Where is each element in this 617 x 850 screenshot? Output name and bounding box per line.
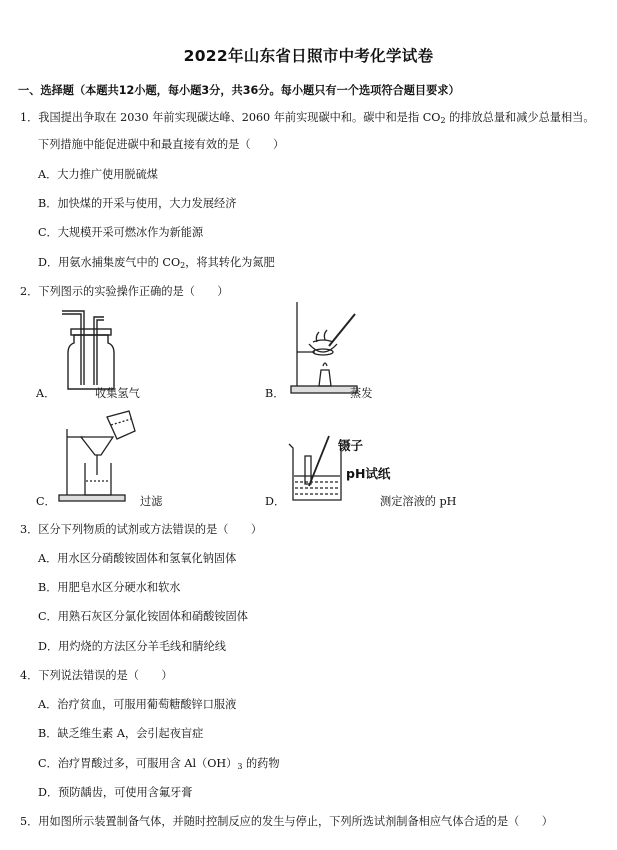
q3-option-c: C．用熟石灰区分氯化铵固体和硝酸铵固体 [38, 610, 248, 623]
section-heading: 一、选择题（本题共12小题，每小题3分，共36分。每小题只有一个选项符合题目要求） [18, 84, 460, 97]
q2-option-d-letter: D． [265, 495, 286, 508]
callout-ph-paper: pH试纸 [346, 466, 391, 481]
q4-option-c: C．治疗胃酸过多，可服用含 $Al(OH)_3$ 的药物 [38, 757, 280, 771]
q2-option-c-caption: 过滤 [140, 495, 163, 508]
q1-option-b: B．加快煤的开采与使用，大力发展经济 [38, 197, 237, 210]
q5-stem: 5．用如图所示装置制备气体，并随时控制反应的发生与停止，下列所选试剂制备相应气体合适的是（ ） [20, 815, 553, 828]
figure-ph-test [285, 430, 345, 505]
q4-option-d: D．预防龋齿，可使用含氟牙膏 [38, 786, 193, 799]
q4-option-b: B．缺乏维生素 A，会引起夜盲症 [38, 727, 204, 740]
q1-option-d: D．用氨水捕集废气中的 $CO_2$，将其转化为氮肥 [38, 256, 275, 270]
q4-option-a: A．治疗贫血，可服用葡萄糖酸锌口服液 [38, 698, 237, 711]
q2-stem: 2．下列图示的实验操作正确的是（ ） [20, 285, 229, 298]
q3-option-b: B．用肥皂水区分硬水和软水 [38, 581, 181, 594]
q3-option-d: D．用灼烧的方法区分羊毛线和腈纶线 [38, 640, 226, 653]
q4-stem: 4．下列说法错误的是（ ） [20, 669, 173, 682]
q2-option-b-caption: 蒸发 [350, 387, 373, 400]
q3-option-a: A．用水区分硝酸铵固体和氢氧化钠固体 [38, 552, 237, 565]
q1-stem-line2: 下列措施中能促进碳中和最直接有效的是（ ） [38, 138, 285, 151]
q2-option-a-letter: A． [36, 387, 56, 400]
q2-option-b-letter: B． [265, 387, 285, 400]
q1-option-c: C．大规模开采可燃冰作为新能源 [38, 226, 204, 239]
q2-option-c-letter: C． [36, 495, 56, 508]
q2-option-a-caption: 收集氢气 [95, 387, 140, 400]
q1-stem: 1．我国提出争取在 2030 年前实现碳达峰、2060 年前实现碳中和。碳中和是指 $CO_2$ 的排放总量和减少总量相当。 [20, 111, 595, 125]
page-title: 2022年山东省日照市中考化学试卷 [183, 47, 434, 65]
q3-stem: 3．区分下列物质的试剂或方法错误的是（ ） [20, 523, 263, 536]
figure-filtration [55, 405, 145, 505]
callout-tweezers: 镊子 [338, 438, 364, 453]
q1-option-a: A．大力推广使用脱硫煤 [38, 168, 158, 181]
q2-option-d-caption: 测定溶液的 pH [380, 495, 457, 508]
figure-collect-hydrogen [58, 305, 128, 395]
